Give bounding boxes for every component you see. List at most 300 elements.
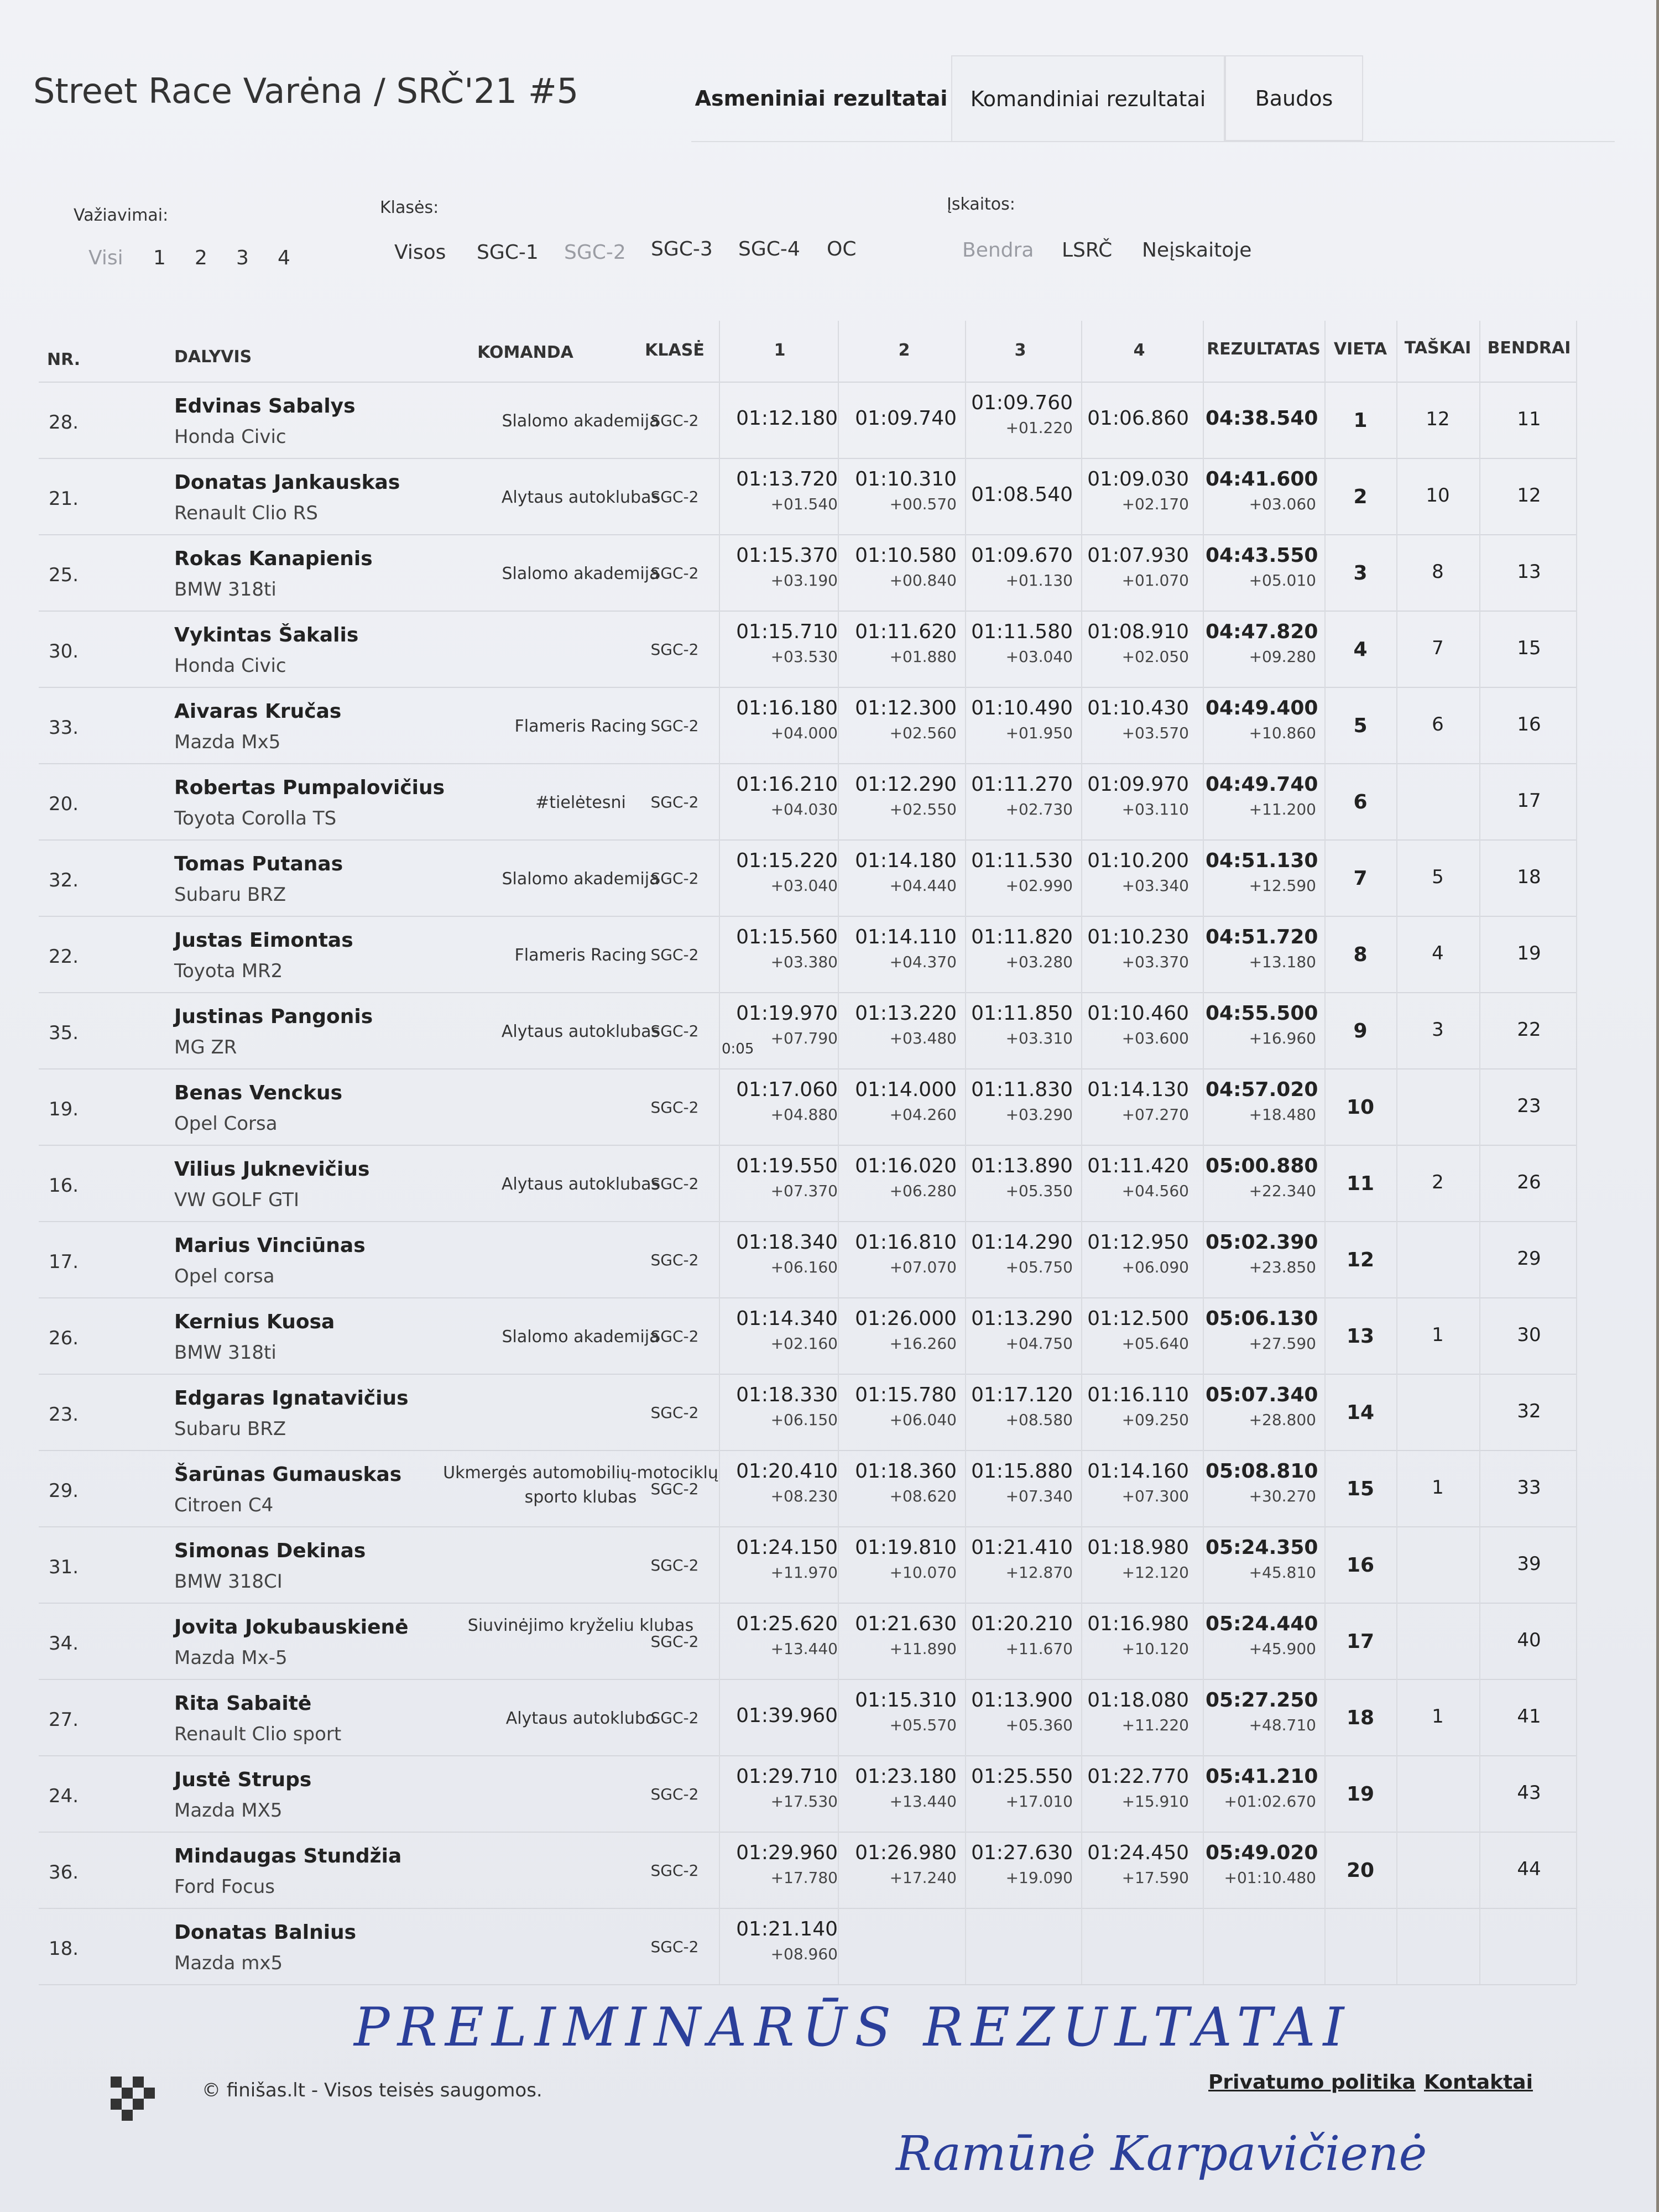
car-model: Honda Civic xyxy=(174,426,286,448)
place-cell: 9 xyxy=(1353,1020,1368,1042)
place-cell: 11 xyxy=(1346,1172,1375,1195)
total-time: 05:24.440 xyxy=(1206,1613,1318,1635)
car-model: Renault Clio RS xyxy=(174,502,318,524)
run-3-gap: +08.580 xyxy=(1005,1411,1073,1429)
table-row xyxy=(0,992,1604,1068)
result-cell xyxy=(1206,697,1316,742)
run-2-time: 01:21.630 xyxy=(855,1613,957,1635)
place-cell: 12 xyxy=(1346,1249,1375,1271)
car-model: Toyota MR2 xyxy=(174,960,283,982)
class-cell: SGC-2 xyxy=(650,1709,699,1727)
run-3-gap: +07.340 xyxy=(1005,1487,1073,1505)
driver-name: Edgaras Ignatavičius xyxy=(174,1387,409,1410)
class-cell: SGC-2 xyxy=(650,488,699,506)
class-cell: SGC-2 xyxy=(650,1251,699,1269)
points-cell: 8 xyxy=(1432,561,1444,583)
run-4-cell xyxy=(1073,620,1189,666)
run-1-cell xyxy=(722,1078,838,1124)
run-2-time: 01:26.980 xyxy=(855,1841,957,1864)
total-time: 05:08.810 xyxy=(1206,1460,1318,1483)
start-number: 23. xyxy=(49,1404,79,1426)
result-cell xyxy=(1206,1689,1316,1734)
run-1-time: 01:15.560 xyxy=(736,926,838,948)
header-run-3: 3 xyxy=(1014,341,1026,360)
run-2-cell xyxy=(841,1841,957,1887)
overall-cell: 22 xyxy=(1517,1019,1541,1041)
contacts-link[interactable]: Kontaktai xyxy=(1424,2071,1533,2094)
total-time: 05:02.390 xyxy=(1206,1231,1318,1254)
run-4-time: 01:16.980 xyxy=(1087,1613,1189,1635)
table-row xyxy=(0,763,1604,839)
run-1-gap: +08.960 xyxy=(770,1945,838,1963)
run-2-gap: +07.070 xyxy=(889,1258,957,1276)
car-model: Subaru BRZ xyxy=(174,884,286,906)
runs-filter-all[interactable]: Visi xyxy=(88,247,123,269)
run-3-time: 01:11.580 xyxy=(971,620,1073,643)
run-4-cell xyxy=(1073,407,1189,434)
table-row xyxy=(0,1221,1604,1297)
run-2-time: 01:09.740 xyxy=(855,407,957,430)
total-gap: +27.590 xyxy=(1249,1334,1316,1353)
start-number: 20. xyxy=(49,793,79,815)
team-name: #tielėtesni xyxy=(535,793,626,812)
run-1-gap: +03.530 xyxy=(770,648,838,666)
class-cell: SGC-2 xyxy=(650,1327,699,1345)
table-row xyxy=(0,687,1604,763)
run-1-gap: +07.790 xyxy=(770,1029,838,1047)
run-3-gap: +12.870 xyxy=(1005,1563,1073,1582)
driver-name: Kernius Kuosa xyxy=(174,1311,335,1333)
run-1-time: 01:17.060 xyxy=(736,1078,838,1101)
table-row xyxy=(0,1603,1604,1679)
total-gap: +01:02.670 xyxy=(1224,1792,1316,1811)
class-cell: SGC-2 xyxy=(650,1022,699,1040)
run-1-time: 01:25.620 xyxy=(736,1613,838,1635)
total-time: 04:51.720 xyxy=(1206,926,1318,948)
points-cell: 3 xyxy=(1432,1019,1444,1041)
run-3-gap: +17.010 xyxy=(1005,1792,1073,1811)
run-4-cell xyxy=(1073,697,1189,742)
total-gap: +30.270 xyxy=(1249,1487,1316,1505)
tab-individual-results[interactable]: Asmeniniai rezultatai xyxy=(695,86,948,111)
run-3-cell xyxy=(957,1765,1073,1811)
car-model: Subaru BRZ xyxy=(174,1418,286,1440)
result-cell xyxy=(1206,620,1316,666)
run-2-gap: +02.550 xyxy=(889,800,957,818)
run-4-gap: +02.050 xyxy=(1121,648,1189,666)
run-4-time: 01:07.930 xyxy=(1087,544,1189,567)
run-2-time: 01:23.180 xyxy=(855,1765,957,1788)
place-cell: 3 xyxy=(1353,562,1368,585)
total-time: 04:49.400 xyxy=(1206,697,1318,719)
class-cell: SGC-2 xyxy=(650,946,699,964)
driver-name: Edvinas Sabalys xyxy=(174,395,356,418)
header-run-1: 1 xyxy=(774,341,786,360)
run-4-gap: +05.640 xyxy=(1121,1334,1189,1353)
team-name: Slalomo akademija xyxy=(502,411,660,431)
run-1-cell xyxy=(722,1460,838,1505)
run-4-cell xyxy=(1073,1078,1189,1124)
classes-filter-label: Klasės: xyxy=(380,198,439,217)
overall-cell: 33 xyxy=(1517,1477,1541,1499)
overall-cell: 43 xyxy=(1517,1782,1541,1804)
class-cell: SGC-2 xyxy=(650,411,699,430)
run-2-gap: +16.260 xyxy=(889,1334,957,1353)
place-cell: 15 xyxy=(1346,1478,1375,1500)
total-time: 04:43.550 xyxy=(1206,544,1318,567)
run-1-cell xyxy=(722,1231,838,1276)
run-1-gap: +02.160 xyxy=(770,1334,838,1353)
run-2-time: 01:19.810 xyxy=(855,1536,957,1559)
class-filter-sgc2[interactable]: SGC-2 xyxy=(564,241,626,264)
run-3-gap: +05.350 xyxy=(1005,1182,1073,1200)
total-gap: +45.810 xyxy=(1249,1563,1316,1582)
run-3-cell xyxy=(957,1841,1073,1887)
run-1-gap: +06.150 xyxy=(770,1411,838,1429)
run-2-time: 01:10.580 xyxy=(855,544,957,567)
start-number: 36. xyxy=(49,1861,79,1884)
total-time: 05:27.250 xyxy=(1206,1689,1318,1712)
results-tabs xyxy=(691,55,1363,141)
run-3-cell xyxy=(957,544,1073,589)
tab-penalties[interactable]: Baudos xyxy=(1225,55,1363,141)
header-points: TAŠKAI xyxy=(1404,338,1472,358)
header-place: VIETA xyxy=(1333,340,1387,359)
standings-filter-lsrc[interactable]: LSRČ xyxy=(1062,239,1113,262)
total-gap: +12.590 xyxy=(1249,877,1316,895)
run-4-cell xyxy=(1073,468,1189,513)
driver-name: Donatas Jankauskas xyxy=(174,471,400,494)
points-cell: 1 xyxy=(1432,1705,1444,1728)
car-model: Mazda Mx5 xyxy=(174,731,281,753)
result-cell xyxy=(1206,1933,1316,1938)
result-cell xyxy=(1206,468,1316,513)
run-2-cell xyxy=(841,620,957,666)
driver-name: Jovita Jokubauskienė xyxy=(174,1616,409,1639)
start-number: 27. xyxy=(49,1709,79,1731)
run-3-gap: +05.360 xyxy=(1005,1716,1073,1734)
run-1-gap: +04.000 xyxy=(770,724,838,742)
run-4-gap: +17.590 xyxy=(1121,1869,1189,1887)
run-2-cell xyxy=(841,926,957,971)
run-4-gap: +15.910 xyxy=(1121,1792,1189,1811)
run-4-cell xyxy=(1073,1689,1189,1734)
class-filter-sgc3[interactable]: SGC-3 xyxy=(651,238,713,260)
start-number: 35. xyxy=(49,1022,79,1044)
standings-filter-outside[interactable]: Neįskaitoje xyxy=(1142,239,1252,262)
run-1-cell xyxy=(722,1765,838,1811)
run-3-gap: +11.670 xyxy=(1005,1640,1073,1658)
team-name: Ukmergės automobilių-motociklų sporto klubas xyxy=(443,1463,718,1507)
class-cell: SGC-2 xyxy=(650,793,699,811)
result-cell xyxy=(1206,1307,1316,1353)
team-name: Alytaus autoklubo xyxy=(505,1709,656,1728)
run-2-cell xyxy=(841,1460,957,1505)
result-cell xyxy=(1206,1078,1316,1124)
run-4-gap: +04.560 xyxy=(1121,1182,1189,1200)
run-3-time: 01:09.760 xyxy=(971,392,1073,414)
run-3-cell xyxy=(957,1002,1073,1047)
class-cell: SGC-2 xyxy=(650,564,699,582)
overall-cell: 39 xyxy=(1517,1553,1541,1575)
table-row xyxy=(0,1908,1604,1984)
run-4-gap: +07.270 xyxy=(1121,1105,1189,1124)
driver-name: Tomas Putanas xyxy=(174,853,343,875)
run-2-time: 01:14.000 xyxy=(855,1078,957,1101)
total-gap: +16.960 xyxy=(1249,1029,1316,1047)
run-1-gap: +11.970 xyxy=(770,1563,838,1582)
total-gap: +09.280 xyxy=(1249,648,1316,666)
driver-name: Vykintas Šakalis xyxy=(174,624,359,646)
run-1-cell xyxy=(722,1155,838,1200)
run-2-cell xyxy=(841,1002,957,1047)
table-row xyxy=(0,382,1604,458)
start-number: 18. xyxy=(49,1938,79,1960)
runs-filter-3[interactable]: 3 xyxy=(236,247,249,269)
run-4-gap: +07.300 xyxy=(1121,1487,1189,1505)
header-overall: BENDRAI xyxy=(1487,338,1571,358)
driver-name: Justinas Pangonis xyxy=(174,1005,373,1028)
privacy-policy-link[interactable]: Privatumo politika xyxy=(1208,2071,1416,2094)
result-cell xyxy=(1206,1384,1316,1429)
start-number: 17. xyxy=(49,1251,79,1273)
run-2-time: 01:15.780 xyxy=(855,1384,957,1406)
run-4-time: 01:10.230 xyxy=(1087,926,1189,948)
run-3-gap: +03.310 xyxy=(1005,1029,1073,1047)
handwritten-signature: Ramūnė Karpavičienė xyxy=(896,2126,1427,2182)
place-cell: 6 xyxy=(1353,791,1368,813)
car-model: Opel Corsa xyxy=(174,1113,278,1135)
run-3-time: 01:11.270 xyxy=(971,773,1073,796)
class-cell: SGC-2 xyxy=(650,1556,699,1574)
class-cell: SGC-2 xyxy=(650,1175,699,1193)
team-name: Alytaus autoklubas xyxy=(501,488,660,507)
run-4-gap: +03.600 xyxy=(1121,1029,1189,1047)
start-number: 22. xyxy=(49,946,79,968)
run-2-cell xyxy=(841,1231,957,1276)
run-3-cell xyxy=(957,1536,1073,1582)
table-row xyxy=(0,611,1604,687)
run-2-cell xyxy=(841,1689,957,1734)
run-4-time: 01:24.450 xyxy=(1087,1841,1189,1864)
class-filter-sgc4[interactable]: SGC-4 xyxy=(738,238,800,260)
run-2-time: 01:12.300 xyxy=(855,697,957,719)
run-2-time: 01:10.310 xyxy=(855,468,957,491)
run-3-cell xyxy=(957,1460,1073,1505)
run-4-time: 01:09.030 xyxy=(1087,468,1189,491)
run-1-gap: +03.380 xyxy=(770,953,838,971)
class-filter-all[interactable]: Visos xyxy=(394,241,446,264)
header-participant: DALYVIS xyxy=(174,347,252,367)
runs-filter-2[interactable]: 2 xyxy=(195,247,207,269)
run-4-time: 01:06.860 xyxy=(1087,407,1189,430)
run-2-time: 01:18.360 xyxy=(855,1460,957,1483)
run-3-time: 01:08.540 xyxy=(971,483,1073,506)
start-number: 30. xyxy=(49,640,79,662)
run-1-gap: +03.190 xyxy=(770,571,838,589)
run-1-cell xyxy=(722,1384,838,1429)
run-4-time: 01:14.160 xyxy=(1087,1460,1189,1483)
run-3-time: 01:27.630 xyxy=(971,1841,1073,1864)
page-title: Street Race Varėna / SRČ'21 #5 xyxy=(33,71,579,111)
runs-filter-1[interactable]: 1 xyxy=(153,247,166,269)
run-2-gap: +08.620 xyxy=(889,1487,957,1505)
run-4-cell xyxy=(1073,1536,1189,1582)
run-4-time: 01:10.200 xyxy=(1087,849,1189,872)
header-team: KOMANDA xyxy=(477,343,573,362)
total-gap: +23.850 xyxy=(1249,1258,1316,1276)
run-3-cell xyxy=(957,1384,1073,1429)
points-cell: 5 xyxy=(1432,866,1444,888)
run-1-time: 01:29.710 xyxy=(736,1765,838,1788)
class-filter-oc[interactable]: OC xyxy=(827,238,857,260)
car-model: Mazda mx5 xyxy=(174,1952,283,1974)
run-3-time: 01:09.670 xyxy=(971,544,1073,567)
run-3-time: 01:11.830 xyxy=(971,1078,1073,1101)
class-filter-sgc1[interactable]: SGC-1 xyxy=(477,241,539,264)
run-4-gap: +10.120 xyxy=(1121,1640,1189,1658)
run-4-gap: +03.110 xyxy=(1121,800,1189,818)
tab-team-results[interactable]: Komandiniai rezultatai xyxy=(951,55,1225,141)
run-2-gap: +01.880 xyxy=(889,648,957,666)
run-3-cell xyxy=(957,1231,1073,1276)
run-3-time: 01:13.890 xyxy=(971,1155,1073,1177)
run-4-cell xyxy=(1073,1002,1189,1047)
run-1-time: 01:20.410 xyxy=(736,1460,838,1483)
points-cell: 2 xyxy=(1432,1171,1444,1193)
total-gap: +48.710 xyxy=(1249,1716,1316,1734)
driver-name: Rokas Kanapienis xyxy=(174,547,373,570)
table-row xyxy=(0,458,1604,534)
class-cell: SGC-2 xyxy=(650,1938,699,1956)
driver-name: Donatas Balnius xyxy=(174,1921,357,1944)
class-cell: SGC-2 xyxy=(650,1632,699,1651)
driver-name: Justė Strups xyxy=(174,1768,312,1791)
overall-cell: 40 xyxy=(1517,1629,1541,1651)
run-3-time: 01:14.290 xyxy=(971,1231,1073,1254)
team-name: Alytaus autoklubas xyxy=(501,1022,660,1041)
runs-filter-label: Važiavimai: xyxy=(74,206,169,225)
run-2-cell xyxy=(841,1078,957,1124)
overall-cell: 13 xyxy=(1517,561,1541,583)
run-4-time: 01:12.950 xyxy=(1087,1231,1189,1254)
run-2-gap: +06.040 xyxy=(889,1411,957,1429)
points-cell: 6 xyxy=(1432,713,1444,735)
place-cell: 8 xyxy=(1353,943,1368,966)
run-2-gap: +02.560 xyxy=(889,724,957,742)
run-2-time: 01:14.110 xyxy=(855,926,957,948)
table-row xyxy=(0,1832,1604,1908)
table-row xyxy=(0,839,1604,916)
run-3-gap: +01.950 xyxy=(1005,724,1073,742)
place-cell: 4 xyxy=(1353,638,1368,661)
result-cell xyxy=(1206,1536,1316,1582)
start-number: 28. xyxy=(49,411,79,434)
standings-filter-overall[interactable]: Bendra xyxy=(962,239,1034,262)
total-gap: +18.480 xyxy=(1249,1105,1316,1124)
overall-cell: 41 xyxy=(1517,1705,1541,1728)
run-3-cell xyxy=(957,926,1073,971)
run-3-time: 01:10.490 xyxy=(971,697,1073,719)
driver-name: Simonas Dekinas xyxy=(174,1540,366,1562)
run-4-time: 01:10.460 xyxy=(1087,1002,1189,1025)
start-number: 26. xyxy=(49,1327,79,1349)
car-model: Renault Clio sport xyxy=(174,1723,342,1745)
place-cell: 2 xyxy=(1353,486,1368,508)
total-gap: +28.800 xyxy=(1249,1411,1316,1429)
car-model: Mazda MX5 xyxy=(174,1799,283,1822)
points-cell: 4 xyxy=(1432,942,1444,964)
run-4-cell xyxy=(1073,1384,1189,1429)
run-1-time: 01:14.340 xyxy=(736,1307,838,1330)
team-name: Slalomo akademija xyxy=(502,869,660,889)
table-row xyxy=(0,1450,1604,1526)
run-1-time: 01:13.720 xyxy=(736,468,838,491)
start-number: 32. xyxy=(49,869,79,891)
class-cell: SGC-2 xyxy=(650,640,699,659)
place-cell: 18 xyxy=(1346,1707,1375,1729)
run-1-time: 01:19.970 xyxy=(736,1002,838,1025)
run-1-time: 01:12.180 xyxy=(736,407,838,430)
run-3-gap: +01.220 xyxy=(1005,419,1073,437)
start-number: 34. xyxy=(49,1632,79,1655)
place-cell: 5 xyxy=(1353,714,1368,737)
run-1-time: 01:24.150 xyxy=(736,1536,838,1559)
car-model: VW GOLF GTI xyxy=(174,1189,300,1211)
run-1-time: 01:16.210 xyxy=(736,773,838,796)
table-row xyxy=(0,1755,1604,1832)
run-2-gap: +05.570 xyxy=(889,1716,957,1734)
run-2-gap: +04.370 xyxy=(889,953,957,971)
run-3-cell xyxy=(957,1689,1073,1734)
run-1-time: 01:29.960 xyxy=(736,1841,838,1864)
table-row xyxy=(0,1297,1604,1374)
driver-name: Aivaras Kručas xyxy=(174,700,342,723)
tab-divider xyxy=(691,141,1615,142)
runs-filter-4[interactable]: 4 xyxy=(278,247,290,269)
place-cell: 16 xyxy=(1346,1554,1375,1577)
car-model: Citroen C4 xyxy=(174,1494,274,1516)
run-3-cell xyxy=(957,1155,1073,1200)
overall-cell: 32 xyxy=(1517,1400,1541,1422)
run-1-cell xyxy=(722,1307,838,1353)
run-2-time: 01:16.020 xyxy=(855,1155,957,1177)
place-cell: 10 xyxy=(1346,1096,1375,1119)
overall-cell: 12 xyxy=(1517,484,1541,507)
run-3-time: 01:15.880 xyxy=(971,1460,1073,1483)
run-2-cell xyxy=(841,773,957,818)
run-3-time: 01:17.120 xyxy=(971,1384,1073,1406)
run-4-time: 01:18.980 xyxy=(1087,1536,1189,1559)
run-3-time: 01:11.850 xyxy=(971,1002,1073,1025)
total-time: 04:57.020 xyxy=(1206,1078,1318,1101)
run-2-time: 01:26.000 xyxy=(855,1307,957,1330)
run-3-time: 01:25.550 xyxy=(971,1765,1073,1788)
total-time: 05:06.130 xyxy=(1206,1307,1318,1330)
run-1-cell xyxy=(722,849,838,895)
total-gap: +01:10.480 xyxy=(1224,1869,1316,1887)
run-4-gap: +09.250 xyxy=(1121,1411,1189,1429)
place-cell: 1 xyxy=(1353,409,1368,432)
result-cell xyxy=(1206,1841,1316,1887)
total-time: 04:41.600 xyxy=(1206,468,1318,491)
run-4-gap: +12.120 xyxy=(1121,1563,1189,1582)
overall-cell: 16 xyxy=(1517,713,1541,735)
driver-name: Rita Sabaitė xyxy=(174,1692,312,1715)
driver-name: Robertas Pumpalovičius xyxy=(174,776,445,799)
points-cell: 1 xyxy=(1432,1477,1444,1499)
run-4-cell xyxy=(1073,773,1189,818)
